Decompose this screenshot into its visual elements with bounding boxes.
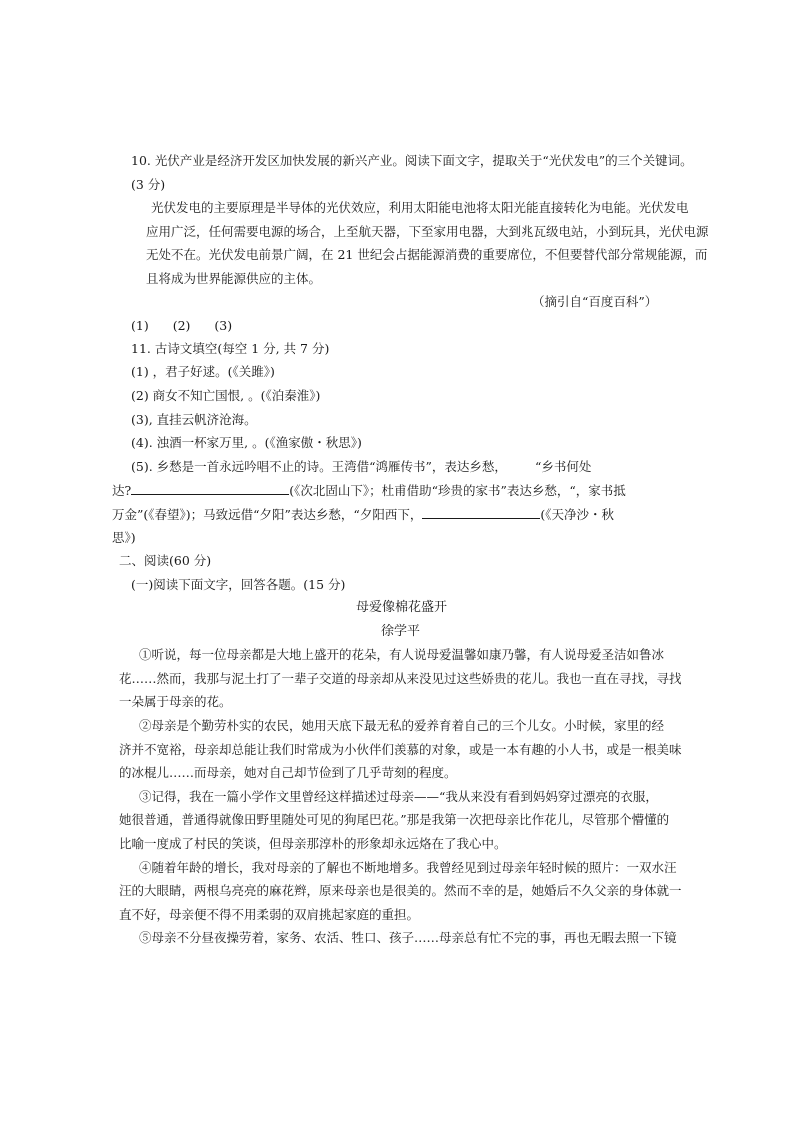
poem-blank-item-4: (4). 浊酒一杯家万里, 。(《渔家傲・秋思》) <box>131 435 362 450</box>
question-11-prompt: 11. 古诗文填空(每空 1 分, 共 7 分) <box>131 341 330 356</box>
item-5-text: (5). 乡愁是一首永远吟唱不止的诗。王湾借“鸿雁传书”，表达乡愁， <box>131 459 507 474</box>
article-line: ④随着年龄的增长，我对母亲的了解也不断地增多。我曾经见到过母亲年轻时候的照片：一双水汪 <box>139 860 677 875</box>
question-10-prompt: 10. 光伏产业是经济开发区加快发展的新兴产业。阅读下面文字，提取关于“光伏发电”的三个关键词。 <box>131 153 693 168</box>
passage-line: 且将成为世界能源供应的主体。 <box>146 271 322 286</box>
poem-blank-item-5 <box>131 459 591 475</box>
passage-source: （摘引自“百度百科”） <box>532 294 658 309</box>
poem-blank-item-2: (2) 商女不知亡国恨, 。(《泊秦淮》) <box>131 388 321 403</box>
poem-blank-item-5-line4: 思》) <box>112 530 136 545</box>
article-line: 比喻一度成了村民的笑谈，但母亲那淳朴的形象却永远烙在了我心中。 <box>119 836 507 851</box>
item-5-suffix: (《天净沙・秋 <box>540 507 614 522</box>
item-5-prefix: 万金”(《春望》)；马致远借“夕阳”表达乡愁，“夕阳西下， <box>112 507 423 522</box>
article-line: 一朵属于母亲的花。 <box>119 694 232 709</box>
item-5-quote: “乡书何处 <box>534 459 592 474</box>
passage-line: 无处不在。光伏发电前景广阔，在 21 世纪会占据能源消费的重要席位，不但要替代部分常规能源，而 <box>146 247 708 262</box>
poem-blank-item-5-line3 <box>112 506 614 523</box>
article-line: ③记得，我在一篇小学作文里曾经这样描述过母亲——“我从来没有看到妈妈穿过漂亮的衣服， <box>139 789 658 804</box>
article-line: 汪的大眼睛，两根乌亮亮的麻花辫，原来母亲也是很美的。然而不幸的是，她婚后不久父亲的身体就一 <box>119 883 682 898</box>
section-heading: 二、阅读(60 分) <box>119 553 212 568</box>
item-5-prefix: 达? <box>112 483 132 498</box>
subsection-heading: (一)阅读下面文字，回答各题。(15 分) <box>131 577 346 592</box>
passage-line: 应用广泛，任何需要电源的场合，上至航天器，下至家用电器，大到兆瓦级电站，小到玩具，光伏电源 <box>146 224 709 239</box>
passage-line: 光伏发电的主要原理是半导体的光伏效应，利用太阳能电池将太阳光能直接转化为电能。光伏发电 <box>151 200 689 215</box>
article-line: 的冰棍儿……而母亲，她对自己却节俭到了几乎苛刻的程度。 <box>119 765 457 780</box>
answer-blank-3[interactable]: (3) <box>214 318 233 333</box>
poem-blank-item-3: (3), 直挂云帆济沧海。 <box>131 412 257 427</box>
answer-blank-1[interactable]: (1) <box>131 318 149 333</box>
article-author: 徐学平 <box>381 624 421 639</box>
article-line: 花……然而，我那与泥土打了一辈子交道的母亲却从来没见过这些娇贵的花儿。我也一直在寻找，寻找 <box>119 671 682 686</box>
fill-in-blank[interactable] <box>131 482 289 495</box>
article-line: ⑤母亲不分昼夜操劳着，家务、农活、牲口、孩子……母亲总有忙不完的事，再也无暇去照一下镜 <box>139 930 677 945</box>
article-line: 直不好，母亲便不得不用柔弱的双肩挑起家庭的重担。 <box>119 907 420 922</box>
article-line: ②母亲是个勤劳朴实的农民，她用天底下最无私的爱养育着自己的三个儿女。小时候，家里的经 <box>139 718 665 733</box>
answer-blank-2[interactable]: (2) <box>172 318 191 333</box>
poem-blank-item-1: (1) ，君子好逑。(《关雎》) <box>131 364 275 379</box>
fill-in-blank[interactable] <box>422 506 540 519</box>
item-5-suffix: (《次北固山下》；杜甫借助“珍贵的家书”表达乡愁，“，家书抵 <box>289 483 626 498</box>
article-line: 她很普通，普通得就像田野里随处可见的狗尾巴花。”那是我第一次把母亲比作花儿，尽管那个懵懂的 <box>119 812 670 827</box>
article-line: 济并不宽裕，母亲却总能让我们时常成为小伙伴们羡慕的对象，或是一本有趣的小人书，或是一根美味 <box>119 742 682 757</box>
article-title: 母爱像棉花盛开 <box>356 600 448 615</box>
poem-blank-item-5-line2 <box>112 482 626 499</box>
question-10-score: (3 分) <box>131 177 166 192</box>
article-line: ①听说，每一位母亲都是大地上盛开的花朵，有人说母爱温馨如康乃馨，有人说母爱圣洁如鲁冰 <box>139 647 665 662</box>
answer-blanks <box>131 318 252 334</box>
